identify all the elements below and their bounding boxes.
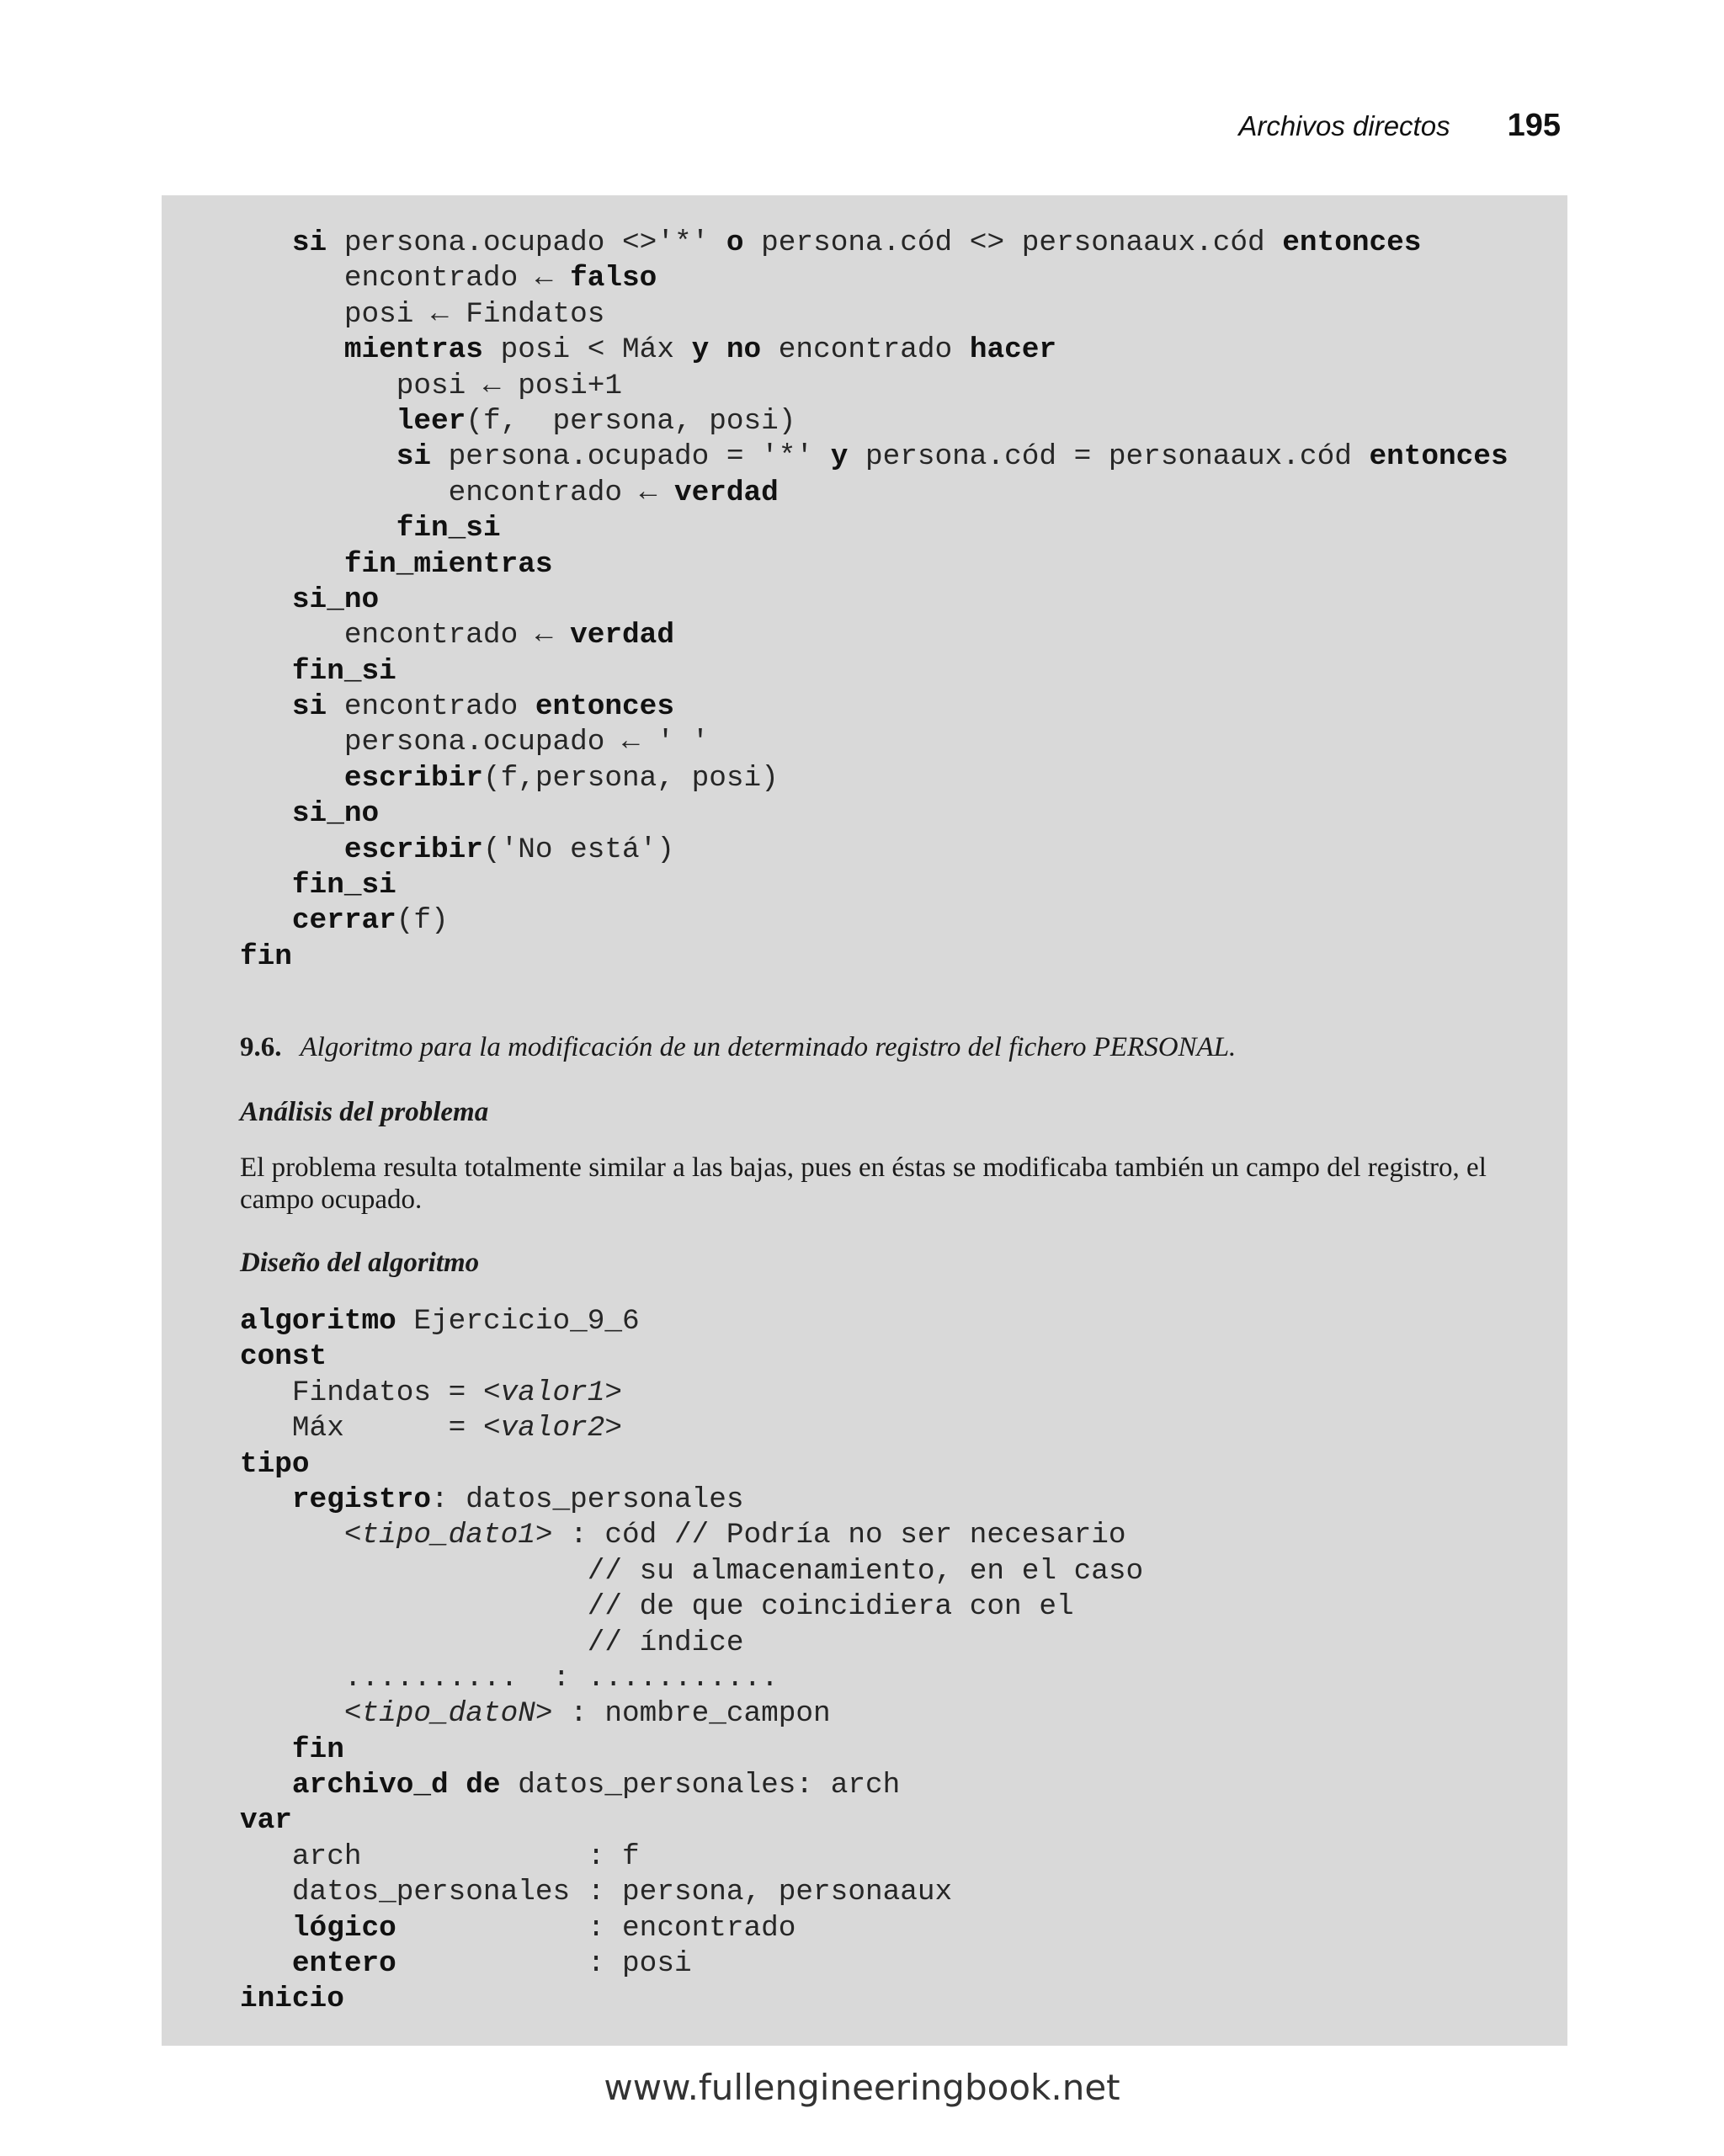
code-text [240,1483,292,1516]
code-line [240,404,1508,439]
code-line [240,476,1508,511]
code-keyword: fin_mientras [343,547,553,581]
code-line [240,868,1508,903]
code-text [240,690,292,723]
code-text [240,797,292,830]
code-text: encontrado [761,333,970,367]
code-line [240,547,1508,583]
code-line [240,1411,1143,1446]
code-keyword: entonces [1282,226,1422,259]
code-text: Ejercicio_9_6 [396,1305,640,1338]
code-keyword: registro [291,1483,432,1516]
code-text: persona.cód = personaaux.cód [848,440,1370,474]
code-text [240,1769,292,1802]
code-keyword: inicio [240,1983,344,2016]
code-keyword: y [830,440,849,474]
code-text [240,1519,344,1552]
code-placeholder: <tipo_dato1> [343,1519,553,1552]
code-text: (f,persona, posi) [482,761,779,795]
code-placeholder: <valor1> [482,1376,623,1409]
code-text: // de que coincidiera con el [240,1590,1074,1624]
design-heading: Diseño del algoritmo [240,1248,480,1278]
code-line [240,297,1508,333]
code-keyword: algoritmo [240,1305,396,1338]
code-text [240,1912,292,1945]
running-header-title: Archivos directos [1238,110,1450,141]
exercise-heading [240,1032,1236,1063]
code-keyword: mientras [343,333,483,367]
code-text: : nombre_campon [552,1697,831,1731]
exercise-title: Algoritmo para la modificación de un determinado registro del fichero PERSONAL. [300,1032,1237,1062]
code-keyword: o [726,226,744,259]
code-keyword: entonces [535,690,674,724]
code-text [240,548,344,581]
code-text: ('No está') [482,833,674,866]
code-text: : datos_personales [431,1483,744,1516]
code-line [240,1733,1143,1768]
code-line [240,1875,1143,1910]
code-line [240,1803,1143,1839]
exercise-number: 9.6. [240,1032,282,1062]
code-text: posi < Máx [482,333,692,367]
code-line [240,333,1508,368]
code-block-deletion-algorithm [240,226,1508,975]
code-text: .......... : ........... [240,1661,779,1695]
code-text: (f, persona, posi) [466,404,796,438]
code-line [240,725,1508,760]
code-text: Máx = [240,1412,483,1445]
code-line [240,940,1508,975]
code-text: : cód // Podría no ser necesario [552,1519,1126,1552]
code-keyword: y no [691,333,762,367]
code-line [240,1839,1143,1875]
code-text [240,655,292,688]
code-text: datos_personales : persona, personaaux [240,1876,953,1909]
code-line [240,1911,1143,1946]
code-text [240,1947,292,1980]
analysis-paragraph: El problema resulta totalmente similar a las bajas, pues en éstas se modificaba también un campo del registro, el campo ocupado. [240,1153,1487,1215]
code-keyword: si_no [291,797,380,831]
code-keyword: si [291,226,327,259]
code-text: datos_personales: arch [500,1769,901,1802]
code-line [240,833,1508,868]
code-placeholder: <tipo_datoN> [343,1697,553,1731]
code-line [240,511,1508,546]
code-text: persona.ocupado = '*' [431,440,831,474]
code-line [240,1518,1143,1553]
code-text [240,1697,344,1730]
code-keyword: escribir [343,833,483,866]
code-line [240,618,1508,653]
code-block-modification-algorithm [240,1304,1143,2018]
code-keyword: var [240,1804,292,1838]
code-keyword: tipo [240,1447,310,1481]
code-text [240,833,344,866]
code-keyword: fin [291,1733,344,1766]
code-text: posi ← posi+1 [240,369,623,402]
code-text: persona.cód <> personaaux.cód [743,226,1283,259]
code-line [240,796,1508,832]
code-text: arch : f [240,1839,640,1873]
code-text [240,333,344,366]
code-text: (f) [396,904,449,938]
code-text: persona.ocupado ← ' ' [240,726,710,759]
code-line [240,439,1508,475]
code-line [240,261,1508,296]
code-line [240,1626,1143,1661]
code-line [240,761,1508,796]
code-text [240,405,396,438]
code-text: encontrado ← [240,476,674,509]
code-line [240,583,1508,618]
code-text: Findatos = [240,1376,483,1409]
code-text: : encontrado [396,1911,796,1945]
code-text: posi ← Findatos [240,297,605,331]
code-text: encontrado [327,690,535,724]
code-keyword: escribir [343,761,483,795]
code-keyword: fin [240,940,292,973]
running-header [1238,108,1561,158]
code-keyword: lógico [291,1911,396,1945]
code-line [240,1376,1143,1411]
code-text: // índice [240,1626,744,1659]
code-keyword: falso [570,262,657,295]
code-text: encontrado ← [240,619,571,652]
code-line [240,689,1508,725]
code-text: encontrado ← [240,262,571,295]
code-line [240,1483,1143,1518]
code-line [240,1589,1143,1625]
page-number: 195 [1507,108,1561,143]
code-text [240,869,292,902]
code-line [240,1946,1143,1982]
code-keyword: si [291,690,327,724]
code-text [240,583,292,616]
footer-url: www.fullengineeringbook.net [604,2067,1120,2108]
code-keyword: verdad [570,619,674,652]
code-line [240,1661,1143,1696]
code-line [240,1304,1143,1339]
code-text [240,1733,292,1766]
code-text [240,904,292,937]
code-keyword: archivo_d de [291,1769,501,1802]
code-text [240,440,396,473]
code-line [240,654,1508,689]
code-line [240,903,1508,939]
code-keyword: fin_si [291,869,396,902]
code-line [240,226,1508,261]
code-keyword: hacer [969,333,1057,367]
code-text: : posi [396,1947,692,1981]
code-keyword: cerrar [291,904,396,938]
code-text: persona.ocupado <>'*' [327,226,726,259]
code-line [240,1554,1143,1589]
code-line [240,1339,1143,1375]
code-keyword: fin_si [291,654,396,688]
code-line [240,1696,1143,1732]
code-line [240,369,1508,404]
code-text: // su almacenamiento, en el caso [240,1554,1144,1588]
code-text [240,762,344,795]
code-text [240,226,292,259]
code-line [240,1447,1143,1483]
code-placeholder: <valor2> [482,1412,623,1445]
code-keyword: entero [291,1947,396,1981]
code-line [240,1982,1143,2017]
code-keyword: leer [396,404,466,438]
code-keyword: si_no [291,583,380,616]
code-keyword: fin_si [396,512,501,546]
code-keyword: const [240,1340,327,1374]
code-keyword: si [396,440,432,474]
code-keyword: entonces [1369,440,1508,474]
code-keyword: verdad [673,476,779,509]
code-line [240,1768,1143,1803]
analysis-heading: Análisis del problema [240,1097,489,1127]
code-text [240,512,396,545]
